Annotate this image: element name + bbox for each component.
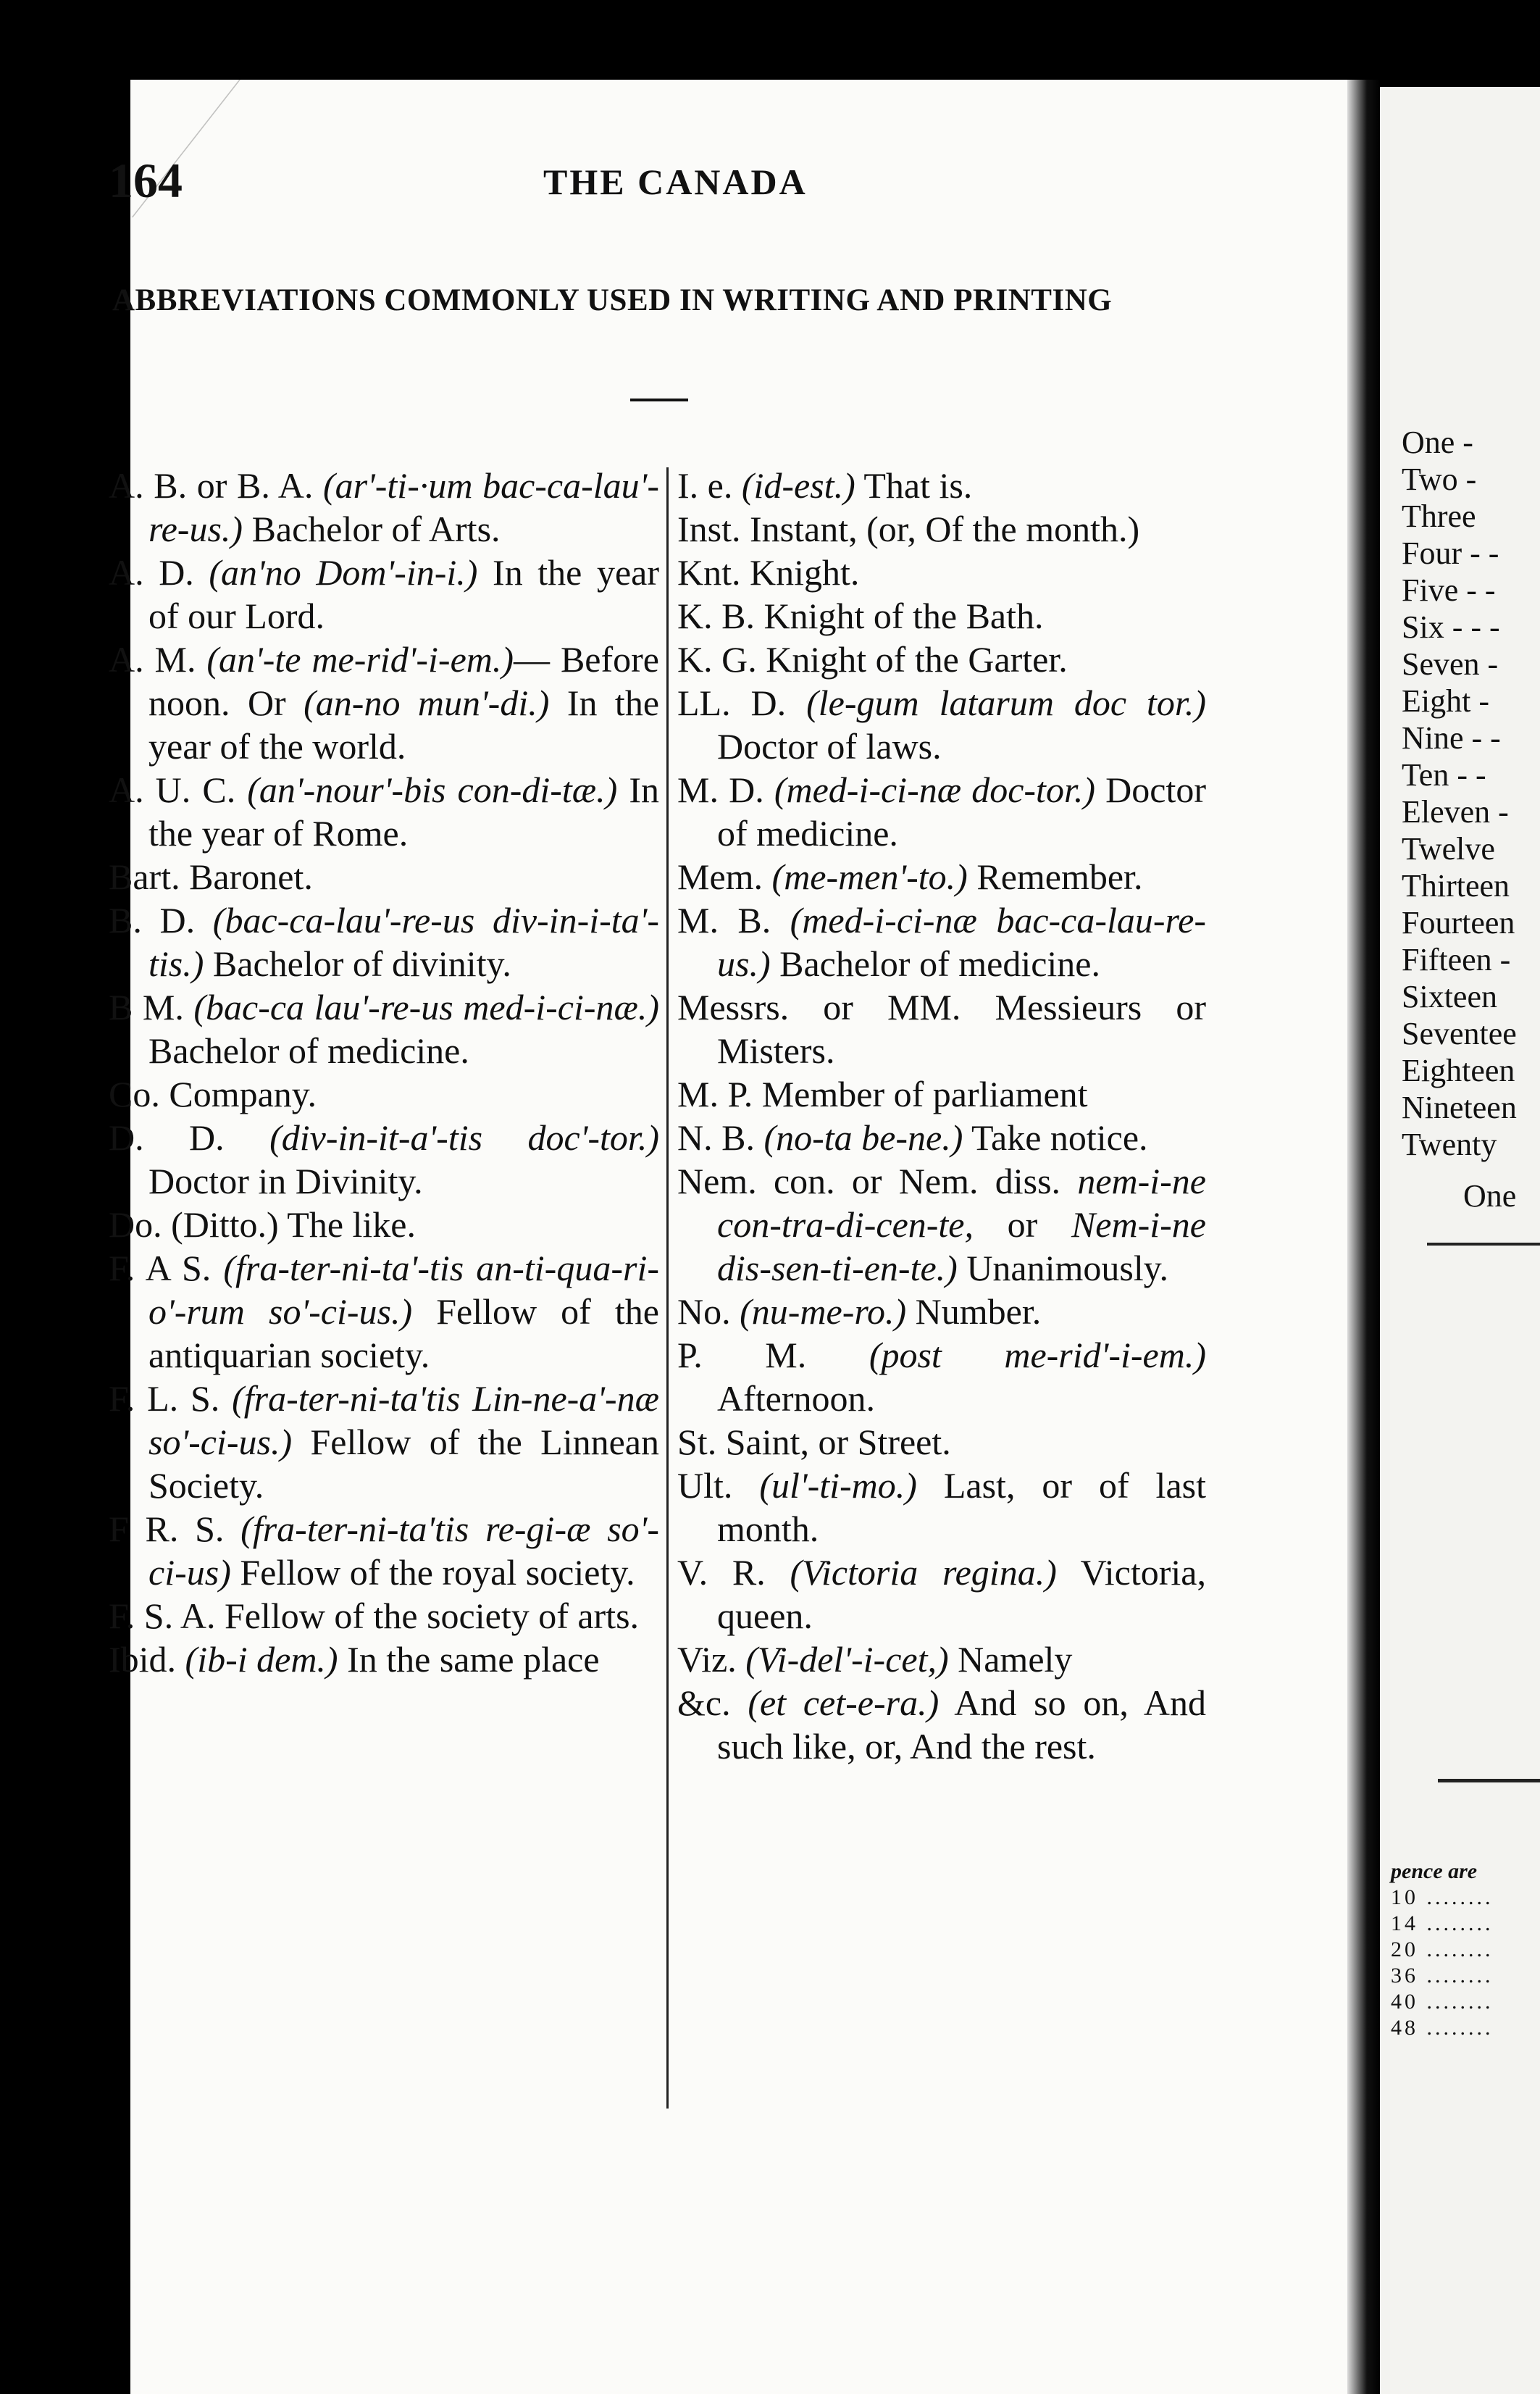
entry-text: Namely <box>948 1639 1073 1680</box>
entry-text: or <box>974 1204 1071 1245</box>
facing-number-item: Eighteen <box>1402 1053 1515 1088</box>
abbreviation-entry <box>109 1638 659 1681</box>
entry-text: Bachelor of medicine. <box>148 1030 469 1071</box>
entry-text: A. D. <box>109 552 209 593</box>
facing-number-item: Seven - <box>1402 646 1499 682</box>
abbreviation-entry <box>677 898 1206 985</box>
facing-table-row: 36 ........ <box>1391 1964 1494 1988</box>
right-column <box>677 464 1206 1768</box>
entry-latin: (an-no mun'-di.) <box>304 683 550 723</box>
facing-number-item: Nine - - <box>1402 720 1501 756</box>
entry-latin: (Vi-del'-i-cet,) <box>745 1639 949 1680</box>
entry-latin: (an'-te me-rid'-i-em.) <box>206 639 514 680</box>
facing-table-row: 40 ........ <box>1391 1990 1494 2014</box>
entry-text: Bachelor of divinity. <box>204 943 511 984</box>
entry-latin: Nem-i-ne dis-sen-ti-en-te.) <box>717 1204 1206 1288</box>
entry-text: Fellow of the royal society. <box>230 1552 635 1593</box>
entry-text: No. <box>677 1291 740 1332</box>
abbreviation-entry <box>109 1377 659 1507</box>
entry-text: Viz. <box>677 1639 746 1680</box>
entry-text: M. B. <box>677 900 790 940</box>
entry-text: Fellow of the Linnean Society. <box>148 1422 659 1506</box>
entry-text: Inst. Instant, (or, Of the month.) <box>677 509 1140 549</box>
abbreviation-entry <box>677 551 1206 594</box>
entry-text: D. D. <box>109 1117 270 1158</box>
facing-number-item: Two - <box>1402 462 1477 497</box>
entry-text: V. R. <box>677 1552 790 1593</box>
facing-rule-lower <box>1438 1779 1540 1782</box>
facing-number-item: Ten - - <box>1402 757 1486 793</box>
entry-latin: (le-gum latarum doc tor.) <box>806 683 1206 723</box>
facing-number-item: Thirteen <box>1402 868 1510 904</box>
abbreviation-entry <box>677 1072 1206 1116</box>
entry-text: A. M. <box>109 639 207 680</box>
entry-text: Number. <box>906 1291 1042 1332</box>
page-number: 164 <box>109 153 183 208</box>
entry-latin: (et cet-e-ra.) <box>748 1682 940 1723</box>
abbreviation-entry <box>677 464 1206 507</box>
abbreviation-entry <box>677 855 1206 898</box>
entry-text: In the year of the world. <box>148 683 660 767</box>
entry-text: K. B. Knight of the Bath. <box>677 596 1044 636</box>
entry-text: Ibid. <box>109 1639 185 1680</box>
entry-text: Bachelor of Arts. <box>243 509 501 549</box>
entry-text: That is. <box>855 465 973 506</box>
entry-text: Bachelor of medicine. <box>770 943 1100 984</box>
entry-latin: nem-i-ne con-tra-di-cen-te, <box>717 1161 1206 1245</box>
entry-text: F R. S. <box>109 1509 241 1549</box>
entry-text: Bart. Baronet. <box>109 856 313 897</box>
entry-text: LL. D. <box>677 683 807 723</box>
abbreviation-entry <box>109 1246 659 1377</box>
facing-number-item: Three <box>1402 499 1476 534</box>
facing-number-item: Fifteen - <box>1402 942 1511 977</box>
entry-text: In the year of our Lord. <box>148 552 659 636</box>
facing-table-row: 48 ........ <box>1391 2016 1494 2040</box>
abbreviation-entry <box>677 681 1206 768</box>
facing-number-item: Sixteen <box>1402 979 1497 1014</box>
abbreviation-entry <box>109 855 659 898</box>
facing-number-item: Four - - <box>1402 535 1499 571</box>
entry-latin: (Victoria regina.) <box>790 1552 1057 1593</box>
section-title: ABBREVIATIONS COMMONLY USED IN WRITING AND PRINTING <box>112 283 1113 317</box>
entry-text: Messrs. or MM. Messieurs or Misters. <box>677 987 1206 1071</box>
entry-text: K. G. Knight of the Garter. <box>677 639 1068 680</box>
abbreviation-entry <box>677 1116 1206 1159</box>
abbreviation-entry <box>677 985 1206 1072</box>
abbreviation-entry <box>109 1203 659 1246</box>
entry-text: F. S. A. Fellow of the society of arts. <box>109 1596 640 1636</box>
facing-number-item: Eleven - <box>1402 794 1509 830</box>
abbreviation-entry <box>677 1638 1206 1681</box>
entry-text: Take notice. <box>963 1117 1148 1158</box>
abbreviation-entry <box>677 1464 1206 1551</box>
facing-number-item: Five - - <box>1402 572 1496 608</box>
entry-text: A. U. C. <box>109 770 248 810</box>
left-column <box>109 464 659 1681</box>
abbreviation-entry <box>677 1551 1206 1638</box>
entry-text: Do. (Ditto.) The like. <box>109 1204 416 1245</box>
abbreviation-entry <box>677 768 1206 855</box>
abbreviation-entry <box>677 594 1206 638</box>
facing-pence-table <box>1391 1859 1494 2041</box>
entry-text: Mem. <box>677 856 772 897</box>
entry-text: B M. <box>109 987 194 1027</box>
entry-latin: (med-i-ci-næ bac-ca-lau-re-us.) <box>717 900 1206 984</box>
entry-text: N. B. <box>677 1117 764 1158</box>
facing-number-item: Fourteen <box>1402 905 1515 940</box>
abbreviation-entry <box>109 985 659 1072</box>
entry-text: M. D. <box>677 770 774 810</box>
entry-latin: (fra-ter-ni-ta'tis re-gi-æ so'-ci-us) <box>148 1509 659 1593</box>
entry-text: Ult. <box>677 1465 760 1506</box>
abbreviation-entry <box>677 1159 1206 1290</box>
entry-latin: (an'-nour'-bis con-di-tæ.) <box>247 770 618 810</box>
entry-latin: (ib-i dem.) <box>185 1639 338 1680</box>
abbreviation-entry <box>677 1290 1206 1333</box>
entry-latin: (med-i-ci-næ doc-tor.) <box>774 770 1096 810</box>
abbreviation-entry <box>109 1116 659 1203</box>
entry-text: Afternoon. <box>717 1378 875 1419</box>
entry-latin: (no-ta be-ne.) <box>763 1117 963 1158</box>
facing-number-list <box>1402 424 1517 1163</box>
entry-latin: (ul'-ti-mo.) <box>759 1465 917 1506</box>
running-title: THE CANADA <box>543 162 808 202</box>
facing-table-row: 20 ........ <box>1391 1938 1494 1961</box>
entry-text: Nem. con. or Nem. diss. <box>677 1161 1078 1201</box>
facing-number-item: Eight - <box>1402 683 1489 719</box>
entry-latin: (bac-ca-lau'-re-us div-in-i-ta'-tis.) <box>148 900 659 984</box>
entry-text: St. Saint, or Street. <box>677 1422 951 1462</box>
entry-text: Doctor in Divinity. <box>148 1161 423 1201</box>
facing-number-item: Twelve <box>1402 831 1495 867</box>
abbreviation-entry <box>109 638 659 768</box>
entry-latin: (id-est.) <box>741 465 855 506</box>
entry-text: &c. <box>677 1682 748 1723</box>
entry-latin: (fra-ter-ni-ta'-tis an-ti-qua-ri-o'-rum so'-ci-us.) <box>148 1248 659 1332</box>
entry-latin: (me-men'-to.) <box>771 856 968 897</box>
title-rule <box>630 399 688 401</box>
entry-text: Co. Company. <box>109 1074 317 1114</box>
facing-table-row: 14 ........ <box>1391 1911 1494 1935</box>
entry-text: Last, or of last month. <box>717 1465 1206 1549</box>
entry-latin: (div-in-it-a'-tis doc'-tor.) <box>269 1117 659 1158</box>
entry-text: F. L. S. <box>109 1378 233 1419</box>
entry-text: I. e. <box>677 465 742 506</box>
entry-text: In the year of Rome. <box>148 770 660 854</box>
entry-text: In the same place <box>338 1639 600 1680</box>
facing-rule <box>1427 1243 1540 1246</box>
facing-number-item: One - <box>1402 425 1473 460</box>
entry-text: F. A S. <box>109 1248 224 1288</box>
facing-twenty-one: One <box>1463 1178 1517 1214</box>
abbreviation-entry <box>109 1072 659 1116</box>
facing-table-header: pence are <box>1391 1859 1478 1883</box>
column-divider <box>666 467 669 2109</box>
abbreviation-entry <box>109 768 659 855</box>
facing-number-item: Six - - - <box>1402 609 1500 645</box>
abbreviation-entry <box>677 1333 1206 1420</box>
facing-table-row: 10 ........ <box>1391 1885 1494 1909</box>
abbreviation-entry <box>109 1594 659 1638</box>
facing-number-item: Nineteen <box>1402 1090 1517 1125</box>
entry-text: Doctor of laws. <box>717 726 942 767</box>
entry-latin: (fra-ter-ni-ta'tis Lin-ne-a'-næ so'-ci-us.) <box>148 1378 659 1462</box>
entry-text: M. P. Member of parliament <box>677 1074 1088 1114</box>
abbreviation-entry <box>109 1507 659 1594</box>
entry-text: P. M. <box>677 1335 869 1375</box>
entry-latin: (post me-rid'-i-em.) <box>869 1335 1206 1375</box>
abbreviation-entry <box>677 1681 1206 1768</box>
entry-text: — Before noon. Or <box>148 639 659 723</box>
abbreviation-entry <box>109 898 659 985</box>
entry-text: And so on, And such like, or, And the rest. <box>717 1682 1206 1767</box>
facing-number-item: Twenty <box>1402 1127 1497 1162</box>
abbreviation-entry <box>677 1420 1206 1464</box>
entry-latin: (an'no Dom'-in-i.) <box>209 552 478 593</box>
entry-text: B. D. <box>109 900 213 940</box>
book-gutter <box>1347 80 1380 2394</box>
entry-text: Knt. Knight. <box>677 552 860 593</box>
abbreviation-entry <box>109 464 659 551</box>
abbreviation-entry <box>109 551 659 638</box>
entry-text: Unanimously. <box>957 1248 1168 1288</box>
abbreviation-entry <box>677 638 1206 681</box>
entry-text: Fellow of the antiquarian society. <box>148 1291 659 1375</box>
facing-number-item: Seventee <box>1402 1016 1517 1051</box>
abbreviation-entry <box>677 507 1206 551</box>
entry-latin: (nu-me-ro.) <box>740 1291 907 1332</box>
entry-text: Doctor of medicine. <box>717 770 1206 854</box>
entry-text: A. B. or B. A. <box>109 465 323 506</box>
entry-text: Victoria, queen. <box>717 1552 1206 1636</box>
entry-latin: (bac-ca lau'-re-us med-i-ci-næ.) <box>193 987 659 1027</box>
entry-text: Remember. <box>967 856 1143 897</box>
entry-latin: (ar'-ti-·um bac-ca-lau'-re-us.) <box>148 465 659 549</box>
